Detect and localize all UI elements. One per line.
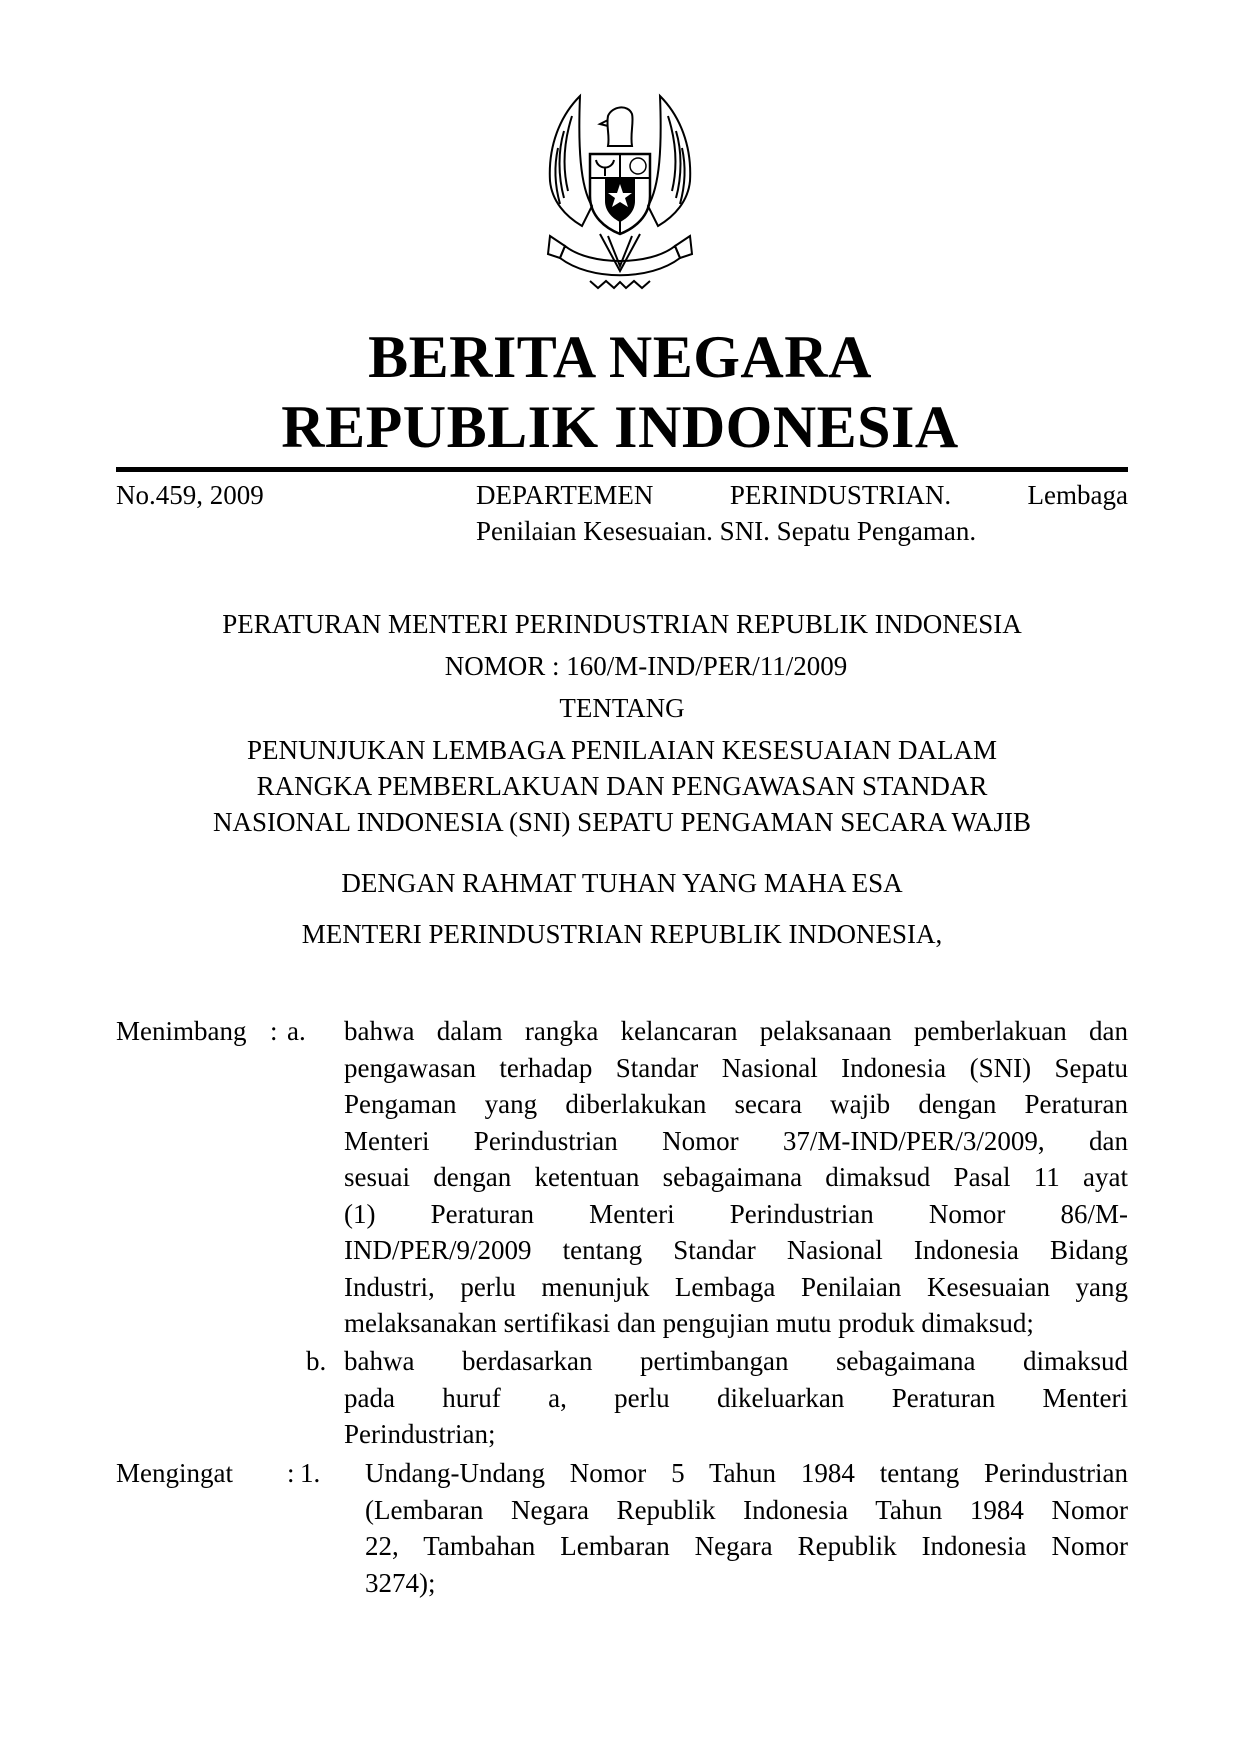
text-line: Perindustrian; bbox=[344, 1419, 496, 1449]
text-line: Pengaman yang diberlakukan secara wajib dengan Peraturan bbox=[344, 1089, 1128, 1119]
menimbang-item-a bbox=[344, 1013, 1128, 1342]
regulation-heading: PERATURAN MENTERI PERINDUSTRIAN REPUBLIK INDONESIA bbox=[222, 609, 1022, 639]
mengingat-label: Mengingat bbox=[116, 1458, 233, 1488]
menimbang-label: Menimbang bbox=[116, 1016, 247, 1046]
regulation-tentang: TENTANG bbox=[559, 693, 685, 723]
text-line: pada huruf a, perlu dikeluarkan Peraturan Menteri bbox=[344, 1382, 1128, 1413]
mengingat-marker-1: 1. bbox=[300, 1458, 321, 1488]
text-line: Undang-Undang Nomor 5 Tahun 1984 tentang Perindustrian bbox=[365, 1458, 1128, 1488]
regulation-number: NOMOR : 160/M-IND/PER/11/2009 bbox=[444, 651, 848, 681]
invocation: DENGAN RAHMAT TUHAN YANG MAHA ESA bbox=[341, 868, 903, 898]
menimbang-colon: : bbox=[270, 1016, 278, 1046]
regulation-subject-line1: PENUNJUKAN LEMBAGA PENILAIAN KESESUAIAN DALAM bbox=[247, 735, 997, 765]
text-line: 3274); bbox=[365, 1567, 436, 1598]
gazette-subject bbox=[476, 477, 1128, 549]
menimbang-marker-b: b. bbox=[306, 1346, 327, 1376]
text-line: (1) Peraturan Menteri Perindustrian Nomor 86/M- bbox=[344, 1198, 1128, 1229]
mengingat-colon: : bbox=[287, 1458, 295, 1488]
text-line: sesuai dengan ketentuan sebagaimana dimaksud Pasal 11 ayat bbox=[344, 1162, 1128, 1192]
menimbang-item-b bbox=[344, 1343, 1128, 1453]
gazette-number: No.459, 2009 bbox=[116, 480, 264, 510]
header-divider bbox=[116, 467, 1128, 472]
regulation-subject-line3: NASIONAL INDONESIA (SNI) SEPATU PENGAMAN SECARA WAJIB bbox=[212, 807, 1032, 837]
text-line: (Lembaran Negara Republik Indonesia Tahun 1984 Nomor bbox=[365, 1494, 1128, 1525]
minister-title: MENTERI PERINDUSTRIAN REPUBLIK INDONESIA, bbox=[301, 919, 943, 949]
text-line: Menteri Perindustrian Nomor 37/M-IND/PER/3/2009, dan bbox=[344, 1125, 1128, 1156]
mengingat-item-1 bbox=[365, 1455, 1128, 1601]
gazette-subject-line2: Penilaian Kesesuaian. SNI. Sepatu Pengaman. bbox=[476, 516, 977, 546]
text-line: melaksanakan sertifikasi dan pengujian mutu produk dimaksud; bbox=[344, 1308, 1034, 1338]
text-line: pengawasan terhadap Standar Nasional Indonesia (SNI) Sepatu bbox=[344, 1052, 1128, 1083]
menimbang-marker-a: a. bbox=[287, 1016, 306, 1046]
text-line: Industri, perlu menunjuk Lembaga Penilaian Kesesuaian yang bbox=[344, 1271, 1128, 1302]
text-line: bahwa berdasarkan pertimbangan sebagaimana dimaksud bbox=[344, 1346, 1128, 1376]
text-line: IND/PER/9/2009 tentang Standar Nasional Indonesia Bidang bbox=[344, 1235, 1128, 1265]
text-line: bahwa dalam rangka kelancaran pelaksanaan pemberlakuan dan bbox=[344, 1016, 1128, 1046]
gazette-title-line2: REPUBLIK INDONESIA bbox=[281, 394, 959, 460]
gazette-title-line1: BERITA NEGARA bbox=[368, 324, 872, 390]
gazette-subject-line1: DEPARTEMEN PERINDUSTRIAN. Lembaga bbox=[476, 480, 1128, 510]
text-line: 22, Tambahan Lembaran Negara Republik Indonesia Nomor bbox=[365, 1531, 1128, 1561]
garuda-emblem-icon bbox=[520, 86, 720, 296]
regulation-subject-line2: RANGKA PEMBERLAKUAN DAN PENGAWASAN STANDAR bbox=[256, 771, 988, 801]
